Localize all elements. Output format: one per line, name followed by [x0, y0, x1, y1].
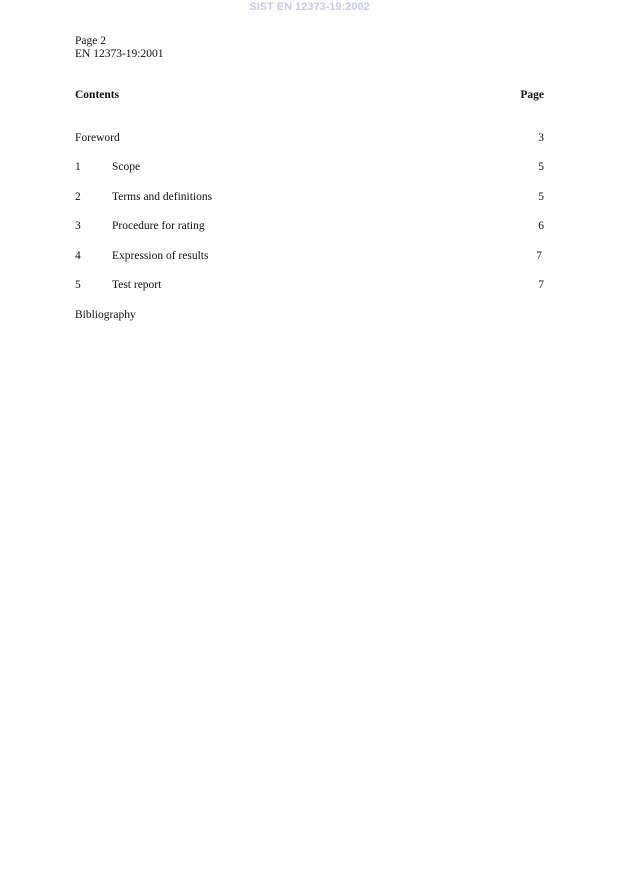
toc-page: 6 [538, 220, 544, 232]
toc-entry-expression[interactable] [75, 249, 544, 263]
contents-header [75, 88, 544, 102]
toc-page: 3 [538, 132, 544, 144]
toc-title: Bibliography [75, 309, 136, 321]
page-number: Page 2 [75, 35, 106, 47]
toc-entry-test-report[interactable] [75, 278, 544, 292]
toc-page: 5 [538, 161, 544, 173]
toc-entry-bibliography[interactable] [75, 308, 544, 322]
watermark: SIST EN 12373-19:2002 [249, 1, 370, 13]
toc-number: 4 [75, 250, 81, 262]
toc-title: Scope [112, 161, 141, 173]
page-header [75, 35, 163, 61]
toc-number: 5 [75, 279, 81, 291]
toc-page: 5 [538, 191, 544, 203]
toc-title: Terms and definitions [112, 191, 213, 203]
toc-title: Expression of results [112, 250, 209, 262]
toc-title: Test report [112, 279, 162, 291]
toc-number: 1 [75, 161, 81, 173]
toc-page: 7 [536, 250, 542, 262]
toc-number: 3 [75, 220, 81, 232]
toc-number: 2 [75, 191, 81, 203]
toc-entry-terms[interactable] [75, 190, 544, 204]
standard-id: EN 12373-19:2001 [75, 48, 164, 60]
contents-heading: Contents [75, 89, 120, 101]
toc-entry-procedure[interactable] [75, 219, 544, 233]
page-column-heading: Page [520, 89, 544, 101]
toc-page: 7 [538, 279, 544, 291]
toc-title: Procedure for rating [112, 220, 205, 232]
toc-entry-scope[interactable] [75, 160, 544, 174]
toc-title: Foreword [75, 132, 120, 144]
toc-entry-foreword[interactable] [75, 131, 544, 145]
